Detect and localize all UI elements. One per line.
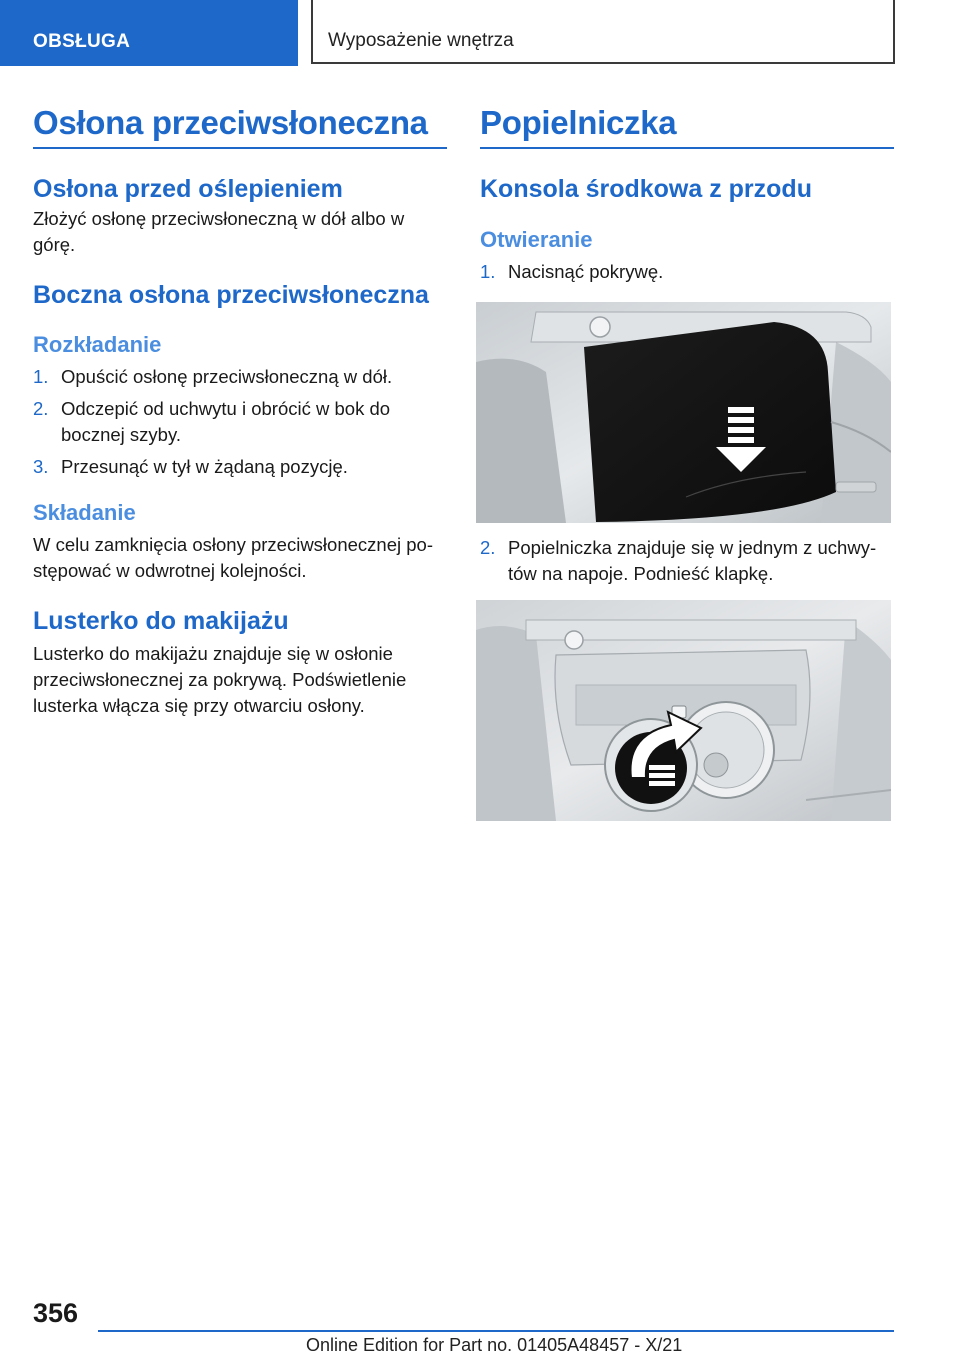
console-cover-photo [476, 302, 891, 523]
chapter-label: Wyposażenie wnętrza [328, 30, 514, 51]
unfold-step [33, 396, 447, 448]
unfold-step [33, 454, 447, 480]
ashtray-cup-holder-photo [476, 600, 891, 821]
chapter-header [311, 0, 895, 64]
glare-shield-text: Złożyć osłonę przeciwsłoneczną w dół albo w górę. [33, 208, 405, 255]
unfold-heading: Rozkładanie [33, 332, 162, 357]
step-number: 1. [480, 261, 496, 282]
open-step-2 [480, 535, 894, 587]
ashtray-cup-holder-illustration [476, 600, 891, 821]
open-step [480, 259, 894, 285]
step-text: Odczepić od uchwytu i obrócić w bok do bocznej szyby. [61, 398, 391, 445]
step-number: 2. [480, 537, 496, 558]
section-tab [0, 0, 298, 66]
title-rule [33, 147, 447, 149]
step-number: 1. [33, 366, 49, 387]
step-text: Nacisnąć pokrywę. [508, 261, 664, 282]
step-text: Opuścić osłonę przeciwsłoneczną w dół. [61, 366, 393, 387]
step-text: Popielniczka znajduje się w jednym z uchwytów na napoje. Podnieść klapkę. [508, 537, 877, 584]
left-column [33, 100, 447, 719]
console-cover-illustration [476, 302, 891, 523]
unfold-step [33, 364, 447, 390]
open-step [480, 535, 894, 587]
center-console-heading: Konsola środkowa z przodu [480, 175, 812, 203]
ashtray-title: Popielniczka [480, 104, 677, 141]
side-visor-heading: Boczna osłona przeciwsłoneczna [33, 281, 429, 309]
footer-rule [98, 1330, 894, 1332]
sun-visor-title: Osłona przeciwsłoneczna [33, 104, 428, 141]
step-number: 3. [33, 456, 49, 477]
step-text: Przesunąć w tył w żądaną pozycję. [61, 456, 348, 477]
open-step-2-block [480, 535, 894, 593]
page-header [0, 0, 960, 66]
fold-text: W celu zamknięcia osłony przeciwsłonecznej postępować w odwrotnej kolejności. [33, 534, 433, 581]
title-rule [480, 147, 894, 149]
fold-heading: Składanie [33, 500, 136, 525]
section-label: OBSŁUGA [33, 31, 131, 52]
vanity-mirror-heading: Lusterko do makijażu [33, 607, 289, 635]
page-number: 356 [33, 1298, 79, 1328]
step-number: 2. [33, 398, 49, 419]
unfold-steps [33, 364, 447, 480]
right-column [480, 100, 894, 291]
vanity-mirror-text: Lusterko do makijażu znajduje się w osłonie przeciwsłonecznej za pokrywą. Podświetlenie lusterka włącza się przy otwarciu osłony. [33, 643, 407, 716]
opening-heading: Otwieranie [480, 227, 593, 252]
open-step-1 [480, 259, 894, 285]
glare-shield-heading: Osłona przed oślepieniem [33, 175, 343, 203]
edition-info: Online Edition for Part no. 01405A48457 - X/21 [306, 1335, 683, 1355]
